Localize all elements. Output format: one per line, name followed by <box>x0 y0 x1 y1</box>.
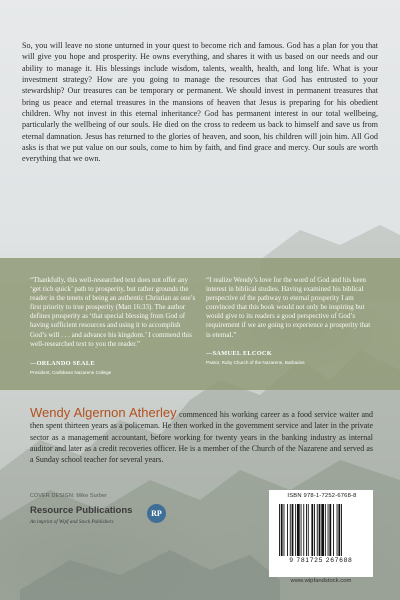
endorsement-quote-2: “I realize Wendy’s love for the word of God and his keen interest in biblical studies. Having examined his biblical perspective of the pathway to eternal prosperity I am convinced that this book would not only be inspiring but would give to its readers a good perspective of God’s requirement if we are going to experience a prosperity that is eternal.” <box>206 276 371 339</box>
author-bio <box>30 407 373 465</box>
endorsement-1-role: President, Caribbean Nazarene College <box>30 370 112 375</box>
endorsement-2-role: Pastor, Ruby Church of the Nazarene, Barbados <box>206 360 305 365</box>
publisher-logo-icon <box>147 504 166 523</box>
isbn-label: ISBN 978-1-7252-6768-8 <box>287 493 357 499</box>
author-name: Wendy Algernon Atherley <box>30 405 177 420</box>
publisher-name: Resource Publications <box>30 505 133 516</box>
publisher-logo-text: RP <box>151 509 162 518</box>
barcode-digits: 9 781725 267688 <box>289 557 353 564</box>
barcode <box>279 504 369 556</box>
publisher-tagline: An imprint of Wipf and Stock Publishers <box>30 519 114 525</box>
body-text: So, you will leave no stone unturned in your quest to become rich and famous. God has a plan for you that will give you hope and prosperity. He owns everything, and shares it with us based on our needs and our ability to manage it. His blessings include wisdom, talents, wealth, health, and long life. What is your investment strategy? How are you going to manage the resources that God has entrusted to your stewardship? Our treasures can be temporary or permanent. We should invest in permanent treasures that bring us peace and eternal treasures in the mansions of heaven that Jesus is preparing for his obedient children. Why not invest in this eternal inheritance? God has permanent interest in our total wellbeing, particularly the wellbeing of our souls. He died on the cross to redeem us back to himself and save us from eternal damnation. Jesus has returned to the glories of heaven, and soon, his children will join him. All God asks is that we put value on our souls, come to him by faith, and find grace and mercy. Our souls are worth everything that we own. <box>22 41 378 164</box>
endorsement-2-name: —SAMUEL ELCOCK <box>206 350 272 357</box>
endorsement-quote-1: “Thankfully, this well-researched text does not offer any ‘get rich quick’ path to prosperity, but rather grounds the reader in the tenets of being an authentic Christian as one’s first priority to true prosperity (Matt 16:33). The author defines prosperity as ‘that special blessing from God of having sufficient resources and using it to accomplish God’s will . . . and advance his kingdom.’ I commend this well-researched text to you the reader.” <box>30 276 196 348</box>
cover-design-credit: COVER DESIGN: Mike Surber <box>30 493 108 499</box>
endorsement-1-name: —ORLANDO SEALE <box>30 360 95 367</box>
author-bio-text: commenced his working career as a food service waiter and then spent thirteen years as a policeman. He then worked in the government service and later in the private sector as a management accountant, before working for twenty years in the banking industry as internal auditor and later as a credit recoveries officer. He is a member of the Church of the Nazarene and served as a Sunday school teacher for several years. <box>30 410 373 465</box>
publisher-website: www.wipfandstock.com <box>290 578 352 584</box>
